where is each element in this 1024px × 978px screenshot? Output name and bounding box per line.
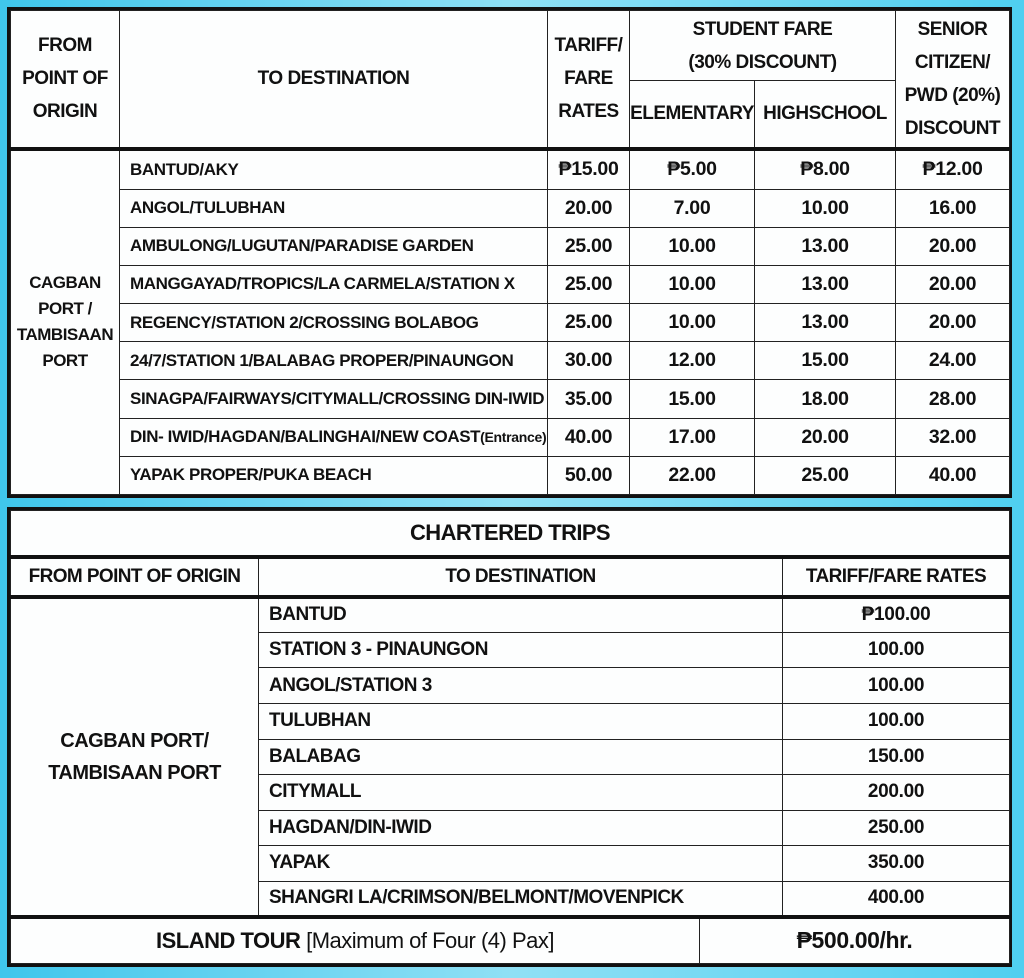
- header-student-fare-line: (30% DISCOUNT): [688, 51, 837, 73]
- highschool-cell: 18.00: [755, 380, 896, 418]
- chartered-tariff-cell: 350.00: [783, 846, 1010, 882]
- tariff-cell: ₱15.00: [548, 149, 630, 190]
- header-tariff-line: TARIFF/: [554, 35, 623, 57]
- chartered-origin-cell: [11, 597, 259, 917]
- chartered-tariff-cell: 200.00: [783, 775, 1010, 811]
- header-tariff-line: FARE: [564, 68, 613, 90]
- destination-cell: [120, 189, 548, 227]
- destination-cell: [120, 227, 548, 265]
- destination-text: ANGOL/TULUBHAN: [130, 198, 285, 218]
- origin-cell: [11, 149, 120, 495]
- header-origin-line: POINT OF: [22, 68, 108, 90]
- destination-cell: [120, 265, 548, 303]
- destination-cell: [120, 304, 548, 342]
- elementary-cell: ₱5.00: [630, 149, 755, 190]
- senior-cell: 16.00: [896, 189, 1010, 227]
- table-row: [11, 456, 1010, 494]
- chartered-destination-cell: SHANGRI LA/CRIMSON/BELMONT/MOVENPICK: [259, 881, 783, 917]
- origin-line: PORT /: [38, 299, 92, 319]
- highschool-cell: 13.00: [755, 227, 896, 265]
- island-tour-note: [Maximum of Four (4) Pax]: [306, 927, 554, 953]
- destination-cell: [120, 149, 548, 190]
- origin-line: TAMBISAAN: [16, 325, 114, 345]
- destination-note: (Entrance): [480, 429, 547, 446]
- elementary-cell: 10.00: [630, 304, 755, 342]
- header-senior-line: PWD (20%): [904, 84, 1001, 106]
- header-senior: [896, 11, 1010, 149]
- table-row: [11, 597, 1010, 633]
- chartered-header-destination: TO DESTINATION: [259, 557, 783, 597]
- highschool-cell: 13.00: [755, 304, 896, 342]
- elementary-cell: 17.00: [630, 418, 755, 456]
- chartered-tariff-cell: 100.00: [783, 703, 1010, 739]
- elementary-cell: 22.00: [630, 456, 755, 494]
- chartered-tariff-cell: 400.00: [783, 881, 1010, 917]
- tariff-cell: 25.00: [548, 304, 630, 342]
- elementary-cell: 7.00: [630, 189, 755, 227]
- header-tariff: [548, 11, 630, 149]
- chartered-destination-cell: ANGOL/STATION 3: [259, 668, 783, 704]
- chartered-tariff-cell: 100.00: [783, 668, 1010, 704]
- header-origin: [11, 11, 120, 149]
- senior-cell: 20.00: [896, 227, 1010, 265]
- origin-line: CAGBAN: [29, 273, 101, 293]
- table-row: [11, 304, 1010, 342]
- chartered-destination-cell: CITYMALL: [259, 775, 783, 811]
- chartered-destination-cell: BALABAG: [259, 739, 783, 775]
- table-row: [11, 189, 1010, 227]
- elementary-cell: 10.00: [630, 265, 755, 303]
- senior-cell: 20.00: [896, 265, 1010, 303]
- header-student-fare: [630, 11, 896, 81]
- destination-text: REGENCY/STATION 2/CROSSING BOLABOG: [130, 312, 479, 332]
- table-row: [11, 149, 1010, 190]
- island-tour-label-cell: [11, 917, 700, 964]
- chartered-tariff-cell: ₱100.00: [783, 597, 1010, 633]
- highschool-cell: 15.00: [755, 342, 896, 380]
- senior-cell: 40.00: [896, 456, 1010, 494]
- destination-text: 24/7/STATION 1/BALABAG PROPER/PINAUNGON: [130, 350, 514, 370]
- tariff-cell: 25.00: [548, 227, 630, 265]
- elementary-cell: 15.00: [630, 380, 755, 418]
- header-tariff-line: RATES: [558, 101, 619, 123]
- header-destination: TO DESTINATION: [120, 11, 548, 149]
- highschool-cell: ₱8.00: [755, 149, 896, 190]
- chartered-destination-cell: STATION 3 - PINAUNGON: [259, 632, 783, 668]
- chartered-header-tariff: TARIFF/FARE RATES: [783, 557, 1010, 597]
- chartered-header-origin: FROM POINT OF ORIGIN: [11, 557, 259, 597]
- chartered-destination-cell: YAPAK: [259, 846, 783, 882]
- header-origin-line: FROM: [38, 35, 92, 57]
- elementary-cell: 12.00: [630, 342, 755, 380]
- destination-text: DIN- IWID/HAGDAN/BALINGHAI/NEW COAST: [130, 427, 481, 447]
- destination-cell: [120, 418, 548, 456]
- tariff-cell: 20.00: [548, 189, 630, 227]
- header-student-fare-line: STUDENT FARE: [692, 18, 833, 40]
- table-row: [11, 380, 1010, 418]
- tariff-cell: 40.00: [548, 418, 630, 456]
- island-tour-price: ₱500.00/hr.: [700, 917, 1010, 964]
- highschool-cell: 25.00: [755, 456, 896, 494]
- destination-text: MANGGAYAD/TROPICS/LA CARMELA/STATION X: [130, 274, 515, 294]
- highschool-cell: 20.00: [755, 418, 896, 456]
- header-senior-line: SENIOR: [917, 18, 988, 40]
- senior-cell: 24.00: [896, 342, 1010, 380]
- tariff-cell: 35.00: [548, 380, 630, 418]
- chartered-title: CHARTERED TRIPS: [11, 511, 1010, 558]
- senior-cell: 32.00: [896, 418, 1010, 456]
- header-senior-line: DISCOUNT: [904, 117, 1001, 139]
- highschool-cell: 13.00: [755, 265, 896, 303]
- island-tour-row: [11, 917, 1010, 964]
- tariff-cell: 25.00: [548, 265, 630, 303]
- table-row: [11, 265, 1010, 303]
- senior-cell: ₱12.00: [896, 149, 1010, 190]
- highschool-cell: 10.00: [755, 189, 896, 227]
- destination-text: SINAGPA/FAIRWAYS/CITYMALL/CROSSING DIN-IWID: [130, 389, 545, 408]
- fare-table: [7, 7, 1012, 498]
- destination-text: BANTUD/AKY: [130, 159, 239, 179]
- chartered-origin-line: CAGBAN PORT/: [60, 729, 209, 752]
- destination-text: YAPAK PROPER/PUKA BEACH: [130, 465, 372, 485]
- origin-line: PORT: [42, 351, 88, 371]
- senior-cell: 20.00: [896, 304, 1010, 342]
- chartered-trips-table: [7, 507, 1012, 967]
- chartered-destination-cell: TULUBHAN: [259, 703, 783, 739]
- header-origin-line: ORIGIN: [32, 101, 98, 123]
- elementary-cell: 10.00: [630, 227, 755, 265]
- tariff-cell: 30.00: [548, 342, 630, 380]
- chartered-destination-cell: BANTUD: [259, 597, 783, 633]
- island-tour-label: ISLAND TOUR: [156, 927, 301, 953]
- chartered-tariff-cell: 150.00: [783, 739, 1010, 775]
- destination-cell: [120, 456, 548, 494]
- chartered-tariff-cell: 100.00: [783, 632, 1010, 668]
- tariff-cell: 50.00: [548, 456, 630, 494]
- chartered-destination-cell: HAGDAN/DIN-IWID: [259, 810, 783, 846]
- header-senior-line: CITIZEN/: [914, 51, 991, 73]
- table-row: [11, 342, 1010, 380]
- senior-cell: 28.00: [896, 380, 1010, 418]
- chartered-tariff-cell: 250.00: [783, 810, 1010, 846]
- header-elementary: ELEMENTARY: [630, 81, 755, 149]
- destination-cell: [120, 342, 548, 380]
- destination-text: AMBULONG/LUGUTAN/PARADISE GARDEN: [130, 236, 474, 256]
- table-row: [11, 418, 1010, 456]
- header-highschool: HIGHSCHOOL: [755, 81, 896, 149]
- table-row: [11, 227, 1010, 265]
- destination-cell: [120, 380, 548, 418]
- chartered-origin-line: TAMBISAAN PORT: [48, 761, 221, 784]
